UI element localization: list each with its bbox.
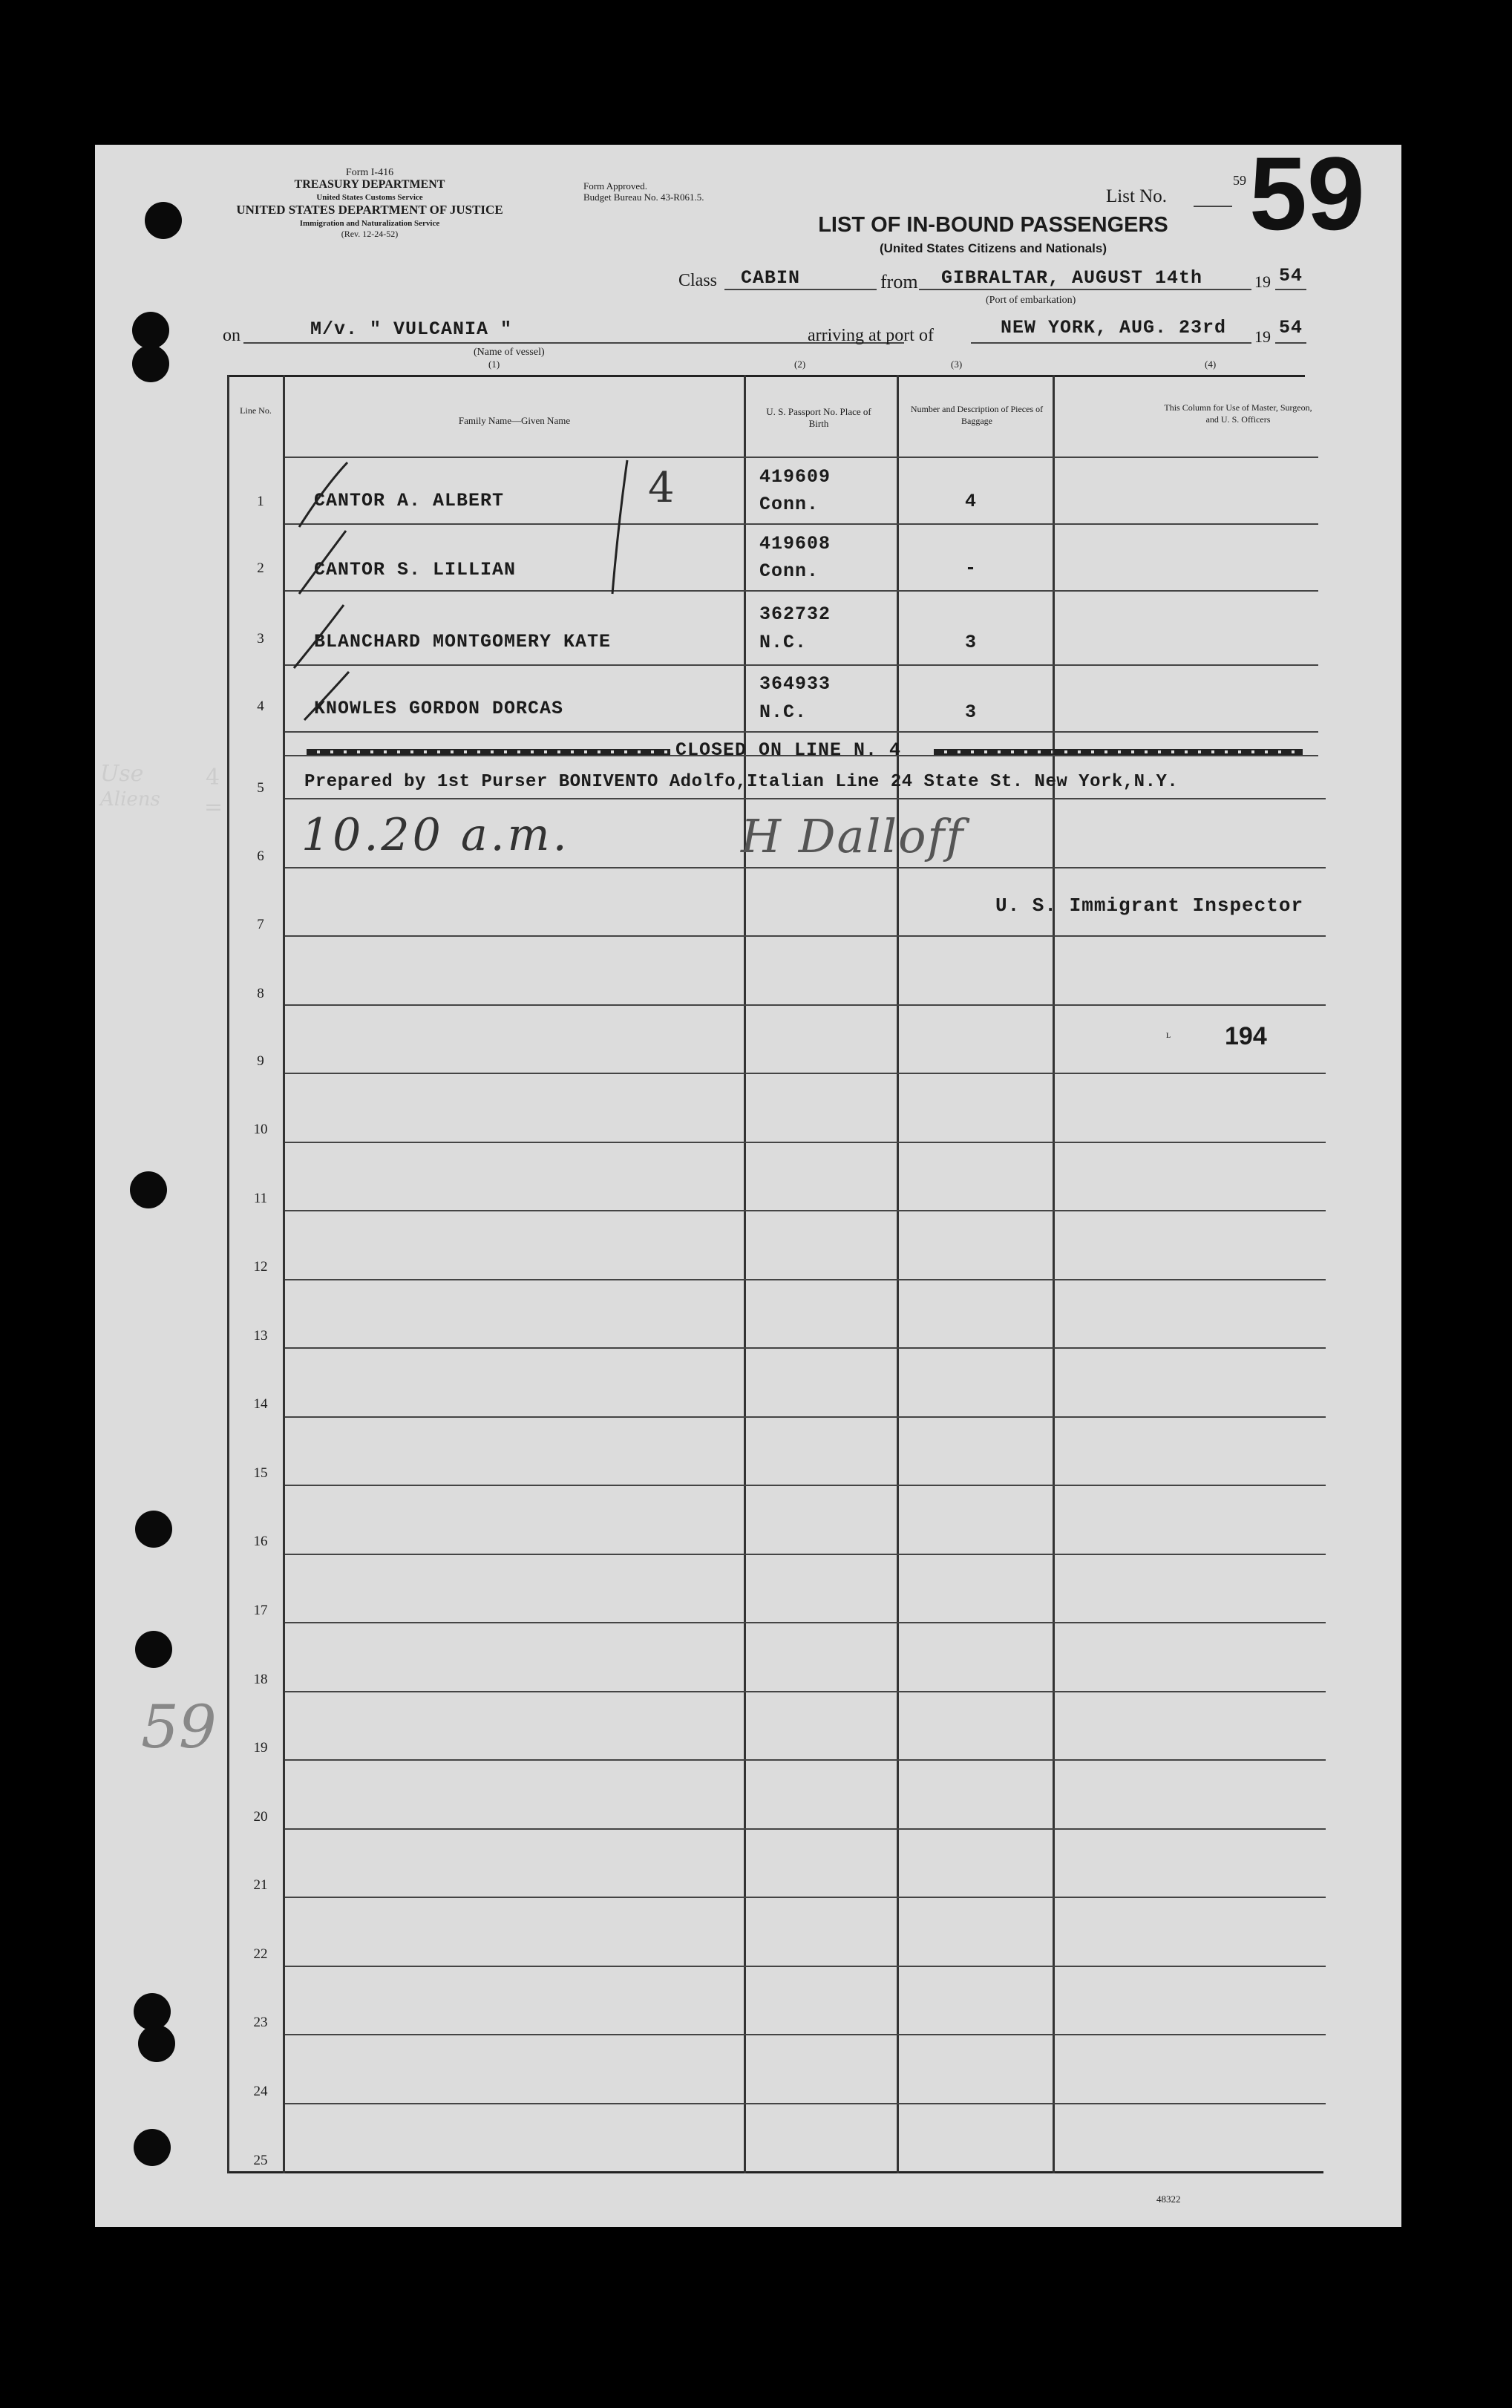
year-label-1: 19: [1254, 272, 1271, 291]
margin-note-59: 59: [141, 1692, 217, 1761]
row-rule: [285, 731, 1318, 733]
line-number-25: 25: [253, 2153, 268, 2168]
line-number-14: 14: [253, 1396, 268, 1412]
row-rule: [285, 1004, 1326, 1006]
col-num-3: (3): [951, 359, 963, 370]
form-title: LIST OF IN-BOUND PASSENGERS: [818, 213, 1168, 237]
header-officers: This Column for Use of Master, Surgeon, and U. S. Officers: [1164, 402, 1312, 425]
class-label: Class: [678, 271, 718, 290]
line-number-12: 12: [253, 1259, 268, 1275]
bracket-number: 4: [648, 464, 675, 512]
check-marks: [258, 457, 377, 724]
row-rule: [285, 664, 1318, 666]
year-value-2: 54: [1279, 317, 1303, 338]
row-rule: [285, 1554, 1326, 1555]
passport-number-2: 419608: [759, 533, 831, 554]
arrival-port: NEW YORK, AUG. 23rd: [1001, 317, 1227, 338]
manifest-sheet: [95, 145, 1401, 2227]
passport-number-4: 364933: [759, 673, 831, 695]
inspector-signature: H Dalloff: [741, 809, 965, 863]
binder-hole: [134, 2129, 171, 2166]
line-number-2: 2: [257, 560, 264, 576]
line-number-1: 1: [257, 494, 264, 509]
row-rule: [285, 1142, 1326, 1143]
col-border-left: [227, 375, 229, 2173]
port-embark-caption: (Port of embarkation): [986, 295, 1076, 306]
row-rule: [285, 798, 1326, 799]
passenger-name-2: CANTOR S. LILLIAN: [314, 559, 517, 580]
row-rule: [285, 1828, 1326, 1830]
line-number-20: 20: [253, 1809, 268, 1825]
dept-justice: UNITED STATES DEPARTMENT OF JUSTICE: [236, 203, 503, 217]
line-number-22: 22: [253, 1946, 268, 1962]
col-border-baggage: [1053, 375, 1055, 2173]
row-rule: [285, 1210, 1326, 1211]
table-bottom-border: [229, 2171, 1323, 2173]
class-value: CABIN: [741, 267, 801, 289]
binder-hole: [134, 1993, 171, 2030]
row-rule: [285, 1622, 1326, 1623]
line-number-7: 7: [257, 917, 264, 932]
list-number-small: 59: [1233, 173, 1246, 188]
dept-treasury-sub: United States Customs Service: [316, 193, 423, 202]
row-rule: [285, 2034, 1326, 2035]
binder-hole: [130, 1171, 167, 1208]
row-rule: [285, 867, 1326, 868]
line-number-15: 15: [253, 1465, 268, 1481]
vessel-caption: (Name of vessel): [474, 347, 545, 358]
header-baggage: Number and Description of Pieces of Baggage: [910, 404, 1044, 426]
row-rule: [285, 1966, 1326, 1967]
line-number-5: 5: [257, 780, 264, 796]
col-num-2: (2): [794, 359, 806, 370]
binder-hole: [132, 345, 169, 382]
stamp-number: 194: [1225, 1022, 1267, 1050]
from-value: GIBRALTAR, AUGUST 14th: [941, 267, 1203, 289]
line-number-6: 6: [257, 848, 264, 864]
header-name: Family Name—Given Name: [458, 415, 571, 426]
row-rule: [285, 1485, 1326, 1486]
line-number-4: 4: [257, 698, 264, 714]
form-approved: Form Approved.: [583, 180, 647, 192]
row-rule: [285, 1759, 1326, 1761]
arriving-label: arriving at port of: [808, 326, 934, 345]
form-number: Form I-416: [345, 167, 394, 178]
footer-code: 48322: [1156, 2193, 1181, 2205]
line-number-21: 21: [253, 1877, 268, 1893]
dept-treasury: TREASURY DEPARTMENT: [294, 178, 445, 191]
year-label-2: 19: [1254, 327, 1271, 346]
row-rule: [285, 2103, 1326, 2104]
line-number-10: 10: [253, 1122, 268, 1137]
time-note: 10.20 a.m.: [301, 809, 570, 861]
row-rule: [285, 1347, 1326, 1349]
dept-justice-sub: Immigration and Naturalization Service: [299, 219, 440, 228]
budget-bureau: Budget Bureau No. 43-R061.5.: [583, 192, 704, 203]
passport-number-1: 419609: [759, 466, 831, 488]
bracket-mark: [581, 457, 641, 605]
baggage-3: 3: [965, 632, 978, 653]
from-label: from: [880, 271, 918, 292]
col-num-4: (4): [1205, 359, 1217, 370]
margin-note-4: 4: [206, 765, 220, 791]
binder-hole: [138, 2025, 175, 2062]
line-number-19: 19: [253, 1740, 268, 1756]
inspector-title: U. S. Immigrant Inspector: [995, 894, 1304, 917]
passport-number-3: 362732: [759, 603, 831, 625]
form-subtitle: (United States Citizens and Nationals): [879, 241, 1107, 255]
line-number-8: 8: [257, 986, 264, 1001]
line-number-3: 3: [257, 631, 264, 647]
margin-note-aliens: Aliens: [100, 788, 160, 811]
passenger-name-3: BLANCHARD MONTGOMERY KATE: [314, 631, 612, 652]
line-number-9: 9: [257, 1053, 264, 1069]
row-rule: [285, 1691, 1326, 1692]
row-rule: [285, 1897, 1326, 1898]
baggage-2: -: [965, 557, 978, 579]
baggage-4: 3: [965, 701, 978, 723]
revision: (Rev. 12-24-52): [341, 229, 399, 239]
col-border-name: [744, 375, 746, 2173]
year-value-1: 54: [1279, 265, 1303, 287]
line-number-13: 13: [253, 1328, 268, 1344]
col-border-passport: [897, 375, 899, 2173]
closed-dashes-left: [307, 749, 670, 755]
prepared-by: Prepared by 1st Purser BONIVENTO Adolfo,Italian Line 24 State St. New York,N.Y.: [304, 772, 1179, 792]
passenger-name-1: CANTOR A. ALBERT: [314, 490, 505, 511]
birth-place-1: Conn.: [759, 494, 819, 515]
birth-place-4: N.C.: [759, 701, 808, 723]
header-passport: U. S. Passport No. Place of Birth: [766, 406, 871, 429]
row-rule: [285, 523, 1318, 525]
row-rule: [285, 935, 1326, 937]
baggage-1: 4: [965, 491, 978, 512]
closed-dashes-right: [934, 749, 1303, 755]
list-number-stamp: 59: [1249, 145, 1365, 252]
row-rule: [285, 1416, 1326, 1418]
row-rule: [285, 1279, 1326, 1280]
binder-hole: [135, 1631, 172, 1668]
binder-hole: [145, 202, 182, 239]
closed-on-line: CLOSED ON LINE N. 4: [675, 739, 902, 761]
list-label: List No.: [1106, 186, 1167, 206]
margin-note-use: Use: [100, 761, 144, 787]
margin-note-equals: =: [204, 794, 223, 820]
line-number-17: 17: [253, 1603, 268, 1618]
stamp-tick: ʟ: [1166, 1030, 1171, 1041]
row-rule: [285, 1073, 1326, 1074]
on-label: on: [223, 326, 240, 345]
table-top-border: [229, 375, 1305, 377]
birth-place-2: Conn.: [759, 560, 819, 582]
line-number-18: 18: [253, 1672, 268, 1687]
vessel-name: M/v. " VULCANIA ": [310, 318, 513, 340]
birth-place-3: N.C.: [759, 632, 808, 653]
header-line-no: Line No.: [240, 405, 272, 416]
passenger-name-4: KNOWLES GORDON DORCAS: [314, 698, 564, 719]
binder-hole: [132, 312, 169, 349]
line-number-24: 24: [253, 2084, 268, 2099]
line-number-23: 23: [253, 2015, 268, 2030]
line-number-11: 11: [253, 1191, 268, 1206]
row-rule: [285, 590, 1318, 592]
col-num-1: (1): [488, 359, 500, 370]
binder-hole: [135, 1511, 172, 1548]
line-number-16: 16: [253, 1534, 268, 1549]
row-rule: [285, 457, 1318, 458]
